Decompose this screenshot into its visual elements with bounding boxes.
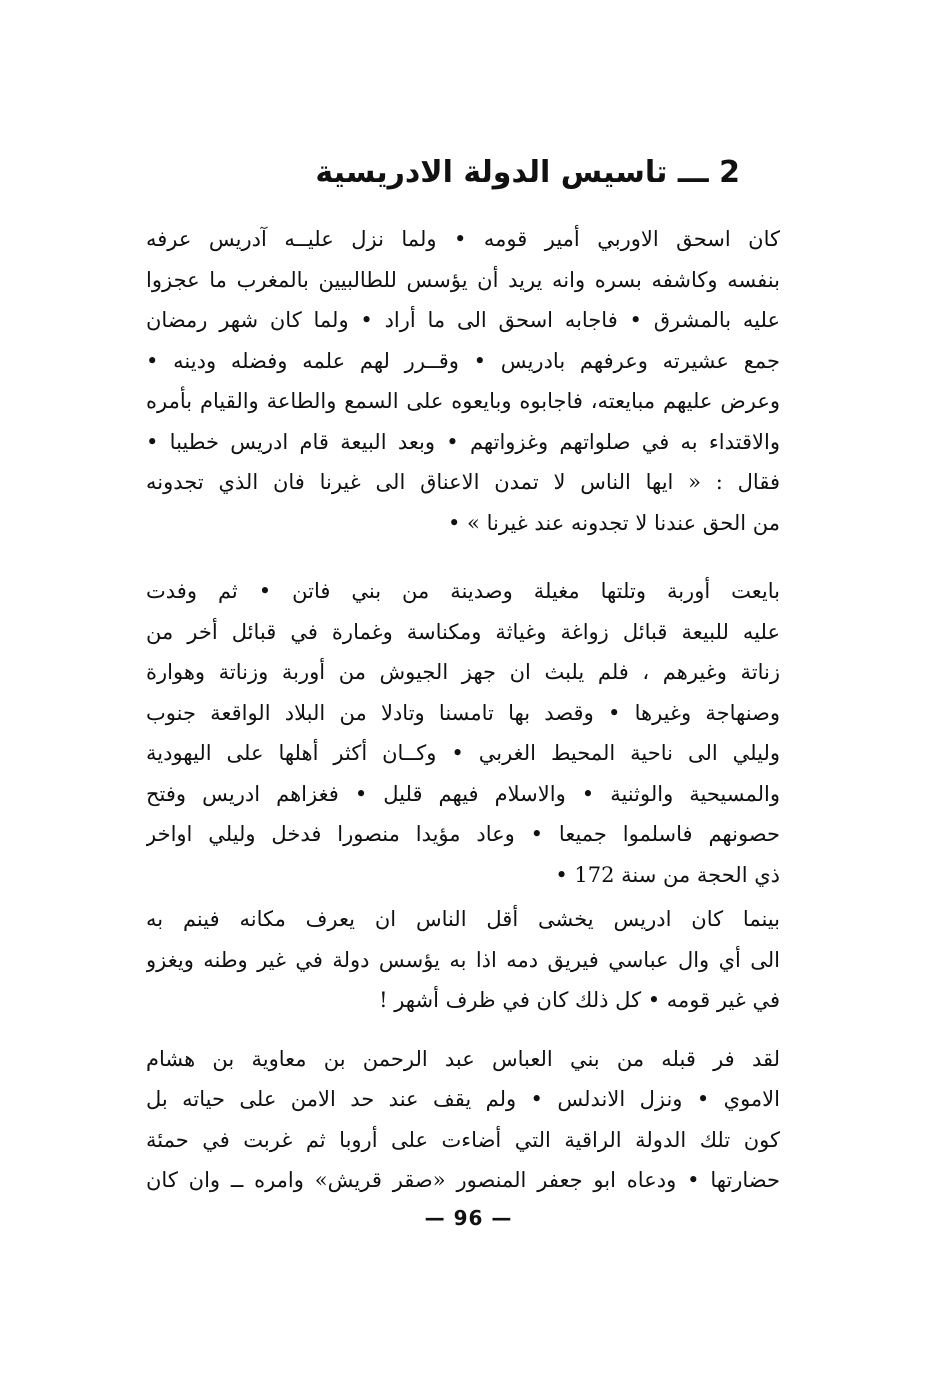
text-line: ذي الحجة من سنة 172 • — [555, 862, 780, 887]
paragraph-gap — [146, 1021, 780, 1039]
text-line: الاموي • ونزل الاندلس • ولم يقف عند حد الامن على حياته بل — [146, 1087, 780, 1111]
text-line: بايعت أوربة وتلتها مغيلة وصدينة من بني فاتن • ثم وفدت — [146, 579, 780, 603]
paragraph-1 — [146, 219, 780, 543]
page-number: — 96 — — [424, 1206, 513, 1230]
text-line: وصنهاجة وغيرها • وقصد بها تامسنا وتادلا من البلاد الواقعة جنوب — [146, 700, 780, 725]
paragraph-3 — [146, 899, 780, 1021]
text-line: كان اسحق الاوربي أمير قومه • ولما نزل عليــه آدريس عرفه — [146, 227, 780, 251]
body-text — [146, 219, 780, 1201]
chapter-heading — [150, 148, 740, 198]
text-line: بينما كان ادريس يخشى أقل الناس ان يعرف مكانه فينم به — [146, 907, 780, 931]
text-line: والمسيحية والوثنية • والاسلام فيهم قليل • فغزاهم ادريس وفتح — [146, 781, 780, 806]
text-line: عليه للبيعة قبائل زواغة وغياثة ومكناسة وغمارة في قبائل أخر من — [146, 619, 780, 644]
text-line: وعرض عليهم مبايعته، فاجابوه وبايعوه على السمع والطاعة والقيام بأمره — [146, 389, 780, 413]
chapter-dash: ـــ — [677, 155, 709, 190]
text-line: بنفسه وكاشفه بسره وانه يريد أن يؤسس للطالبيين بالمغرب ما عجزوا — [146, 267, 780, 292]
text-line: من الحق عندنا لا تجدونه عند غيرنا » • — [448, 510, 780, 535]
text-line: جمع عشيرته وعرفهم بادريس • وقــرر لهم علمه وفضله ودينه • — [146, 348, 780, 373]
text-line: حضارتها • ودعاه ابو جعفر المنصور «صقر قريش» وامره ــ وان كان — [146, 1168, 780, 1192]
chapter-number: 2 — [719, 155, 740, 190]
text-line: الى أي وال عباسي فيريق دمه اذا به يؤسس دولة في غير وطنه ويغزو — [146, 947, 780, 972]
text-line: في غير قومه • كل ذلك كان في ظرف أشهر ! — [379, 988, 780, 1012]
text-line: وليلي الى ناحية المحيط الغربي • وكــان أكثر أهلها على اليهودية — [146, 741, 780, 765]
paragraph-gap — [146, 543, 780, 571]
text-line: فقال : « ايها الناس لا تمدن الاعناق الى غيرنا فان الذي تجدونه — [146, 470, 780, 494]
paragraph-4 — [146, 1039, 780, 1201]
text-line: لقد فر قبله من بني العباس عبد الرحمن بن معاوية بن هشام — [146, 1046, 780, 1071]
text-line: زناتة وغيرهم ، فلم يلبث ان جهز الجيوش من أوربة وزناتة وهوارة — [146, 660, 780, 684]
text-line: كون تلك الدولة الراقية التي أضاءت على أروبا ثم غربت في حمئة — [146, 1127, 780, 1152]
text-line: عليه بالمشرق • فاجابه اسحق الى ما أراد • ولما كان شهر رمضان — [146, 308, 780, 332]
text-line: حصونهم فاسلموا جميعا • وعاد مؤيدا منصورا فدخل وليلي اواخر — [146, 822, 780, 846]
paragraph-2 — [146, 571, 780, 895]
chapter-title: تاسيس الدولة الادريسية — [315, 155, 668, 190]
text-line: والاقتداء به في صلواتهم وغزواتهم • وبعد البيعة قام ادريس خطيبا • — [146, 429, 780, 454]
